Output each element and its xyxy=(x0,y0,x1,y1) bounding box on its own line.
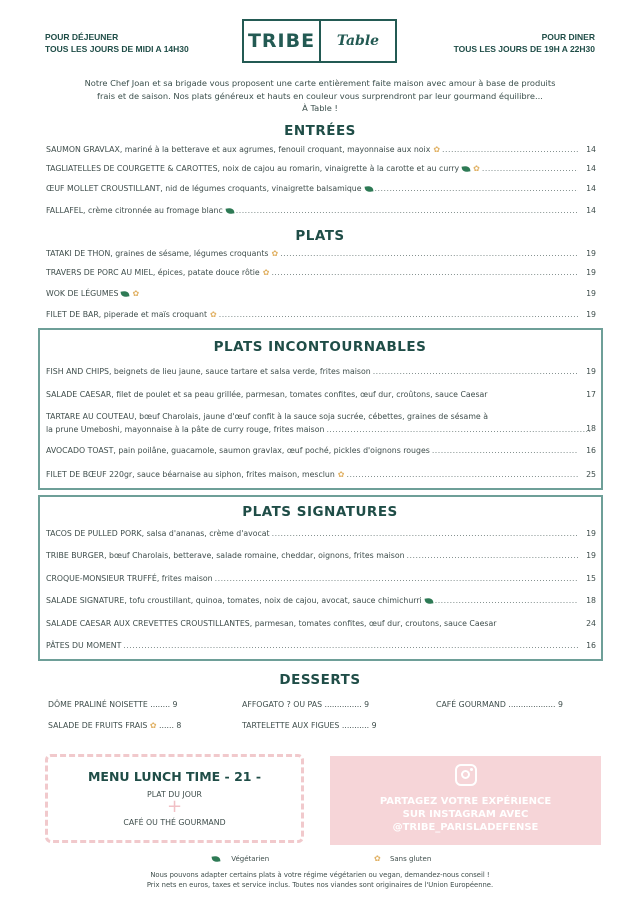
dot-leader xyxy=(280,249,578,258)
item-price: 24 xyxy=(586,619,596,628)
instagram-icon xyxy=(455,764,477,786)
lunch-hours-title: POUR DÉJEUNER xyxy=(45,32,119,42)
item-price: 19 xyxy=(586,551,596,560)
item-name: AVOCADO TOAST, pain poilâne, guacamole, saumon gravlax, œuf poché, pickles d'oignons rouges xyxy=(46,446,430,455)
instagram-box xyxy=(330,756,601,845)
item-name: FILET DE BAR, piperade et maïs croquant xyxy=(46,310,208,319)
legend-label: Végétarien xyxy=(231,855,270,863)
item-name: CAFÉ GOURMAND xyxy=(436,700,506,709)
dot-leader xyxy=(442,145,578,154)
dot-leader xyxy=(375,184,578,193)
tribe-table-logo xyxy=(242,19,397,63)
dot-leader: ............... xyxy=(324,700,362,709)
dot-leader xyxy=(215,574,578,583)
incontournables-title: PLATS INCONTOURNABLES xyxy=(213,339,427,355)
vegetarian-icon xyxy=(226,206,234,215)
vegetarian-icon xyxy=(121,289,129,298)
item-price: 9 xyxy=(371,721,377,730)
dot-leader xyxy=(482,164,578,173)
item-price: 16 xyxy=(586,446,596,455)
item-price: 19 xyxy=(586,367,596,376)
item-price: 14 xyxy=(586,206,596,215)
footer-line: Prix nets en euros, taxes et service inclus. Toutes nos viandes sont originaires de l'Union Européenne. xyxy=(146,880,494,889)
dinner-hours-title: POUR DINER xyxy=(541,32,595,42)
item-name: TRIBE BURGER, bœuf Charolais, betterave, salade romaine, cheddar, oignons, frites maison xyxy=(46,551,405,560)
plats-title: PLATS xyxy=(295,228,345,244)
intro-line: Notre Chef Joan et sa brigade vous proposent une carte entièrement faite maison avec amour à base de produits xyxy=(84,78,556,88)
gluten-free-icon: ✿ xyxy=(210,310,217,319)
lunch-hours xyxy=(45,31,189,55)
instagram-handle: @TRIBE_PARISLADEFENSE xyxy=(392,822,539,833)
item-name: SAUMON GRAVLAX, mariné à la betterave et aux agrumes, fenouil croquant, mayonnaise aux noix xyxy=(46,145,431,154)
item-name: la prune Umeboshi, mayonnaise à la pâte de curry rouge, frites maison xyxy=(46,424,325,434)
menu-item xyxy=(46,367,596,379)
dot-leader xyxy=(272,529,578,538)
item-price: 15 xyxy=(586,574,596,583)
item-name: FISH AND CHIPS, beignets de lieu jaune, sauce tartare et salsa verde, frites maison xyxy=(46,367,371,376)
menu-item xyxy=(46,411,596,436)
lunch-menu-title: MENU LUNCH TIME - 21 - xyxy=(87,769,262,784)
desserts-title: DESSERTS xyxy=(279,672,361,688)
item-price: 19 xyxy=(586,289,596,298)
menu-item xyxy=(46,641,596,653)
dessert-item xyxy=(48,700,178,709)
item-price: 18 xyxy=(586,596,596,605)
menu-item xyxy=(46,446,596,458)
item-name: TATAKI DE THON, graines de sésame, légumes croquants xyxy=(46,249,269,258)
dot-leader: ........ xyxy=(150,700,171,709)
intro-line: À Table ! xyxy=(302,103,338,113)
item-price: 19 xyxy=(586,529,596,538)
legend-vegetarian xyxy=(212,855,269,863)
dot-leader xyxy=(271,268,578,277)
item-price: 9 xyxy=(364,700,370,709)
intro-text xyxy=(40,77,600,115)
item-name: TACOS DE PULLED PORK, salsa d'ananas, crème d'avocat xyxy=(46,529,270,538)
dot-leader: ................... xyxy=(508,700,556,709)
item-name: PÂTES DU MOMENT xyxy=(46,641,122,650)
item-name: TAGLIATELLES DE COURGETTE & CAROTTES, noix de cajou au romarin, vinaigrette à la carotte et au curry xyxy=(46,164,460,173)
gluten-free-icon: ✿ xyxy=(433,145,441,154)
item-price: 14 xyxy=(586,184,596,193)
menu-item xyxy=(46,249,596,261)
item-price: 8 xyxy=(176,721,182,730)
gluten-free-icon: ✿ xyxy=(337,470,345,479)
item-name: AFFOGATO ? OU PAS xyxy=(242,700,323,709)
vegetarian-icon xyxy=(212,855,220,863)
item-name: TARTELETTE AUX FIGUES xyxy=(242,721,340,730)
dinner-hours-detail: TOUS LES JOURS DE 19H A 22H30 xyxy=(453,44,595,54)
menu-item xyxy=(46,310,596,322)
dot-leader xyxy=(407,551,578,560)
gluten-free-icon: ✿ xyxy=(271,249,279,258)
dessert-item xyxy=(242,721,377,730)
dot-leader: ...... xyxy=(159,721,174,730)
item-name: SALADE DE FRUITS FRAIS xyxy=(48,721,148,730)
dot-leader: ........... xyxy=(341,721,370,730)
footer-notes xyxy=(0,871,640,890)
logo-script: Table xyxy=(336,33,380,49)
vegetarian-icon xyxy=(425,596,433,605)
gluten-free-icon: ✿ xyxy=(132,289,140,298)
item-price: 14 xyxy=(586,145,596,154)
entrees-title: ENTRÉES xyxy=(284,123,356,139)
menu-item xyxy=(46,574,596,586)
item-price: 25 xyxy=(586,470,596,479)
instagram-text xyxy=(330,795,601,834)
item-name: FILET DE BŒUF 220gr, sauce béarnaise au siphon, frites maison, mesclun xyxy=(46,470,335,479)
item-price: 18 xyxy=(586,424,596,433)
dot-leader xyxy=(236,206,578,215)
item-price: 9 xyxy=(172,700,178,709)
menu-item xyxy=(46,145,596,157)
dot-leader xyxy=(373,367,578,376)
item-name: TARTARE AU COUTEAU, bœuf Charolais, jaune d'œuf confit à la sauce soja sucrée, cébettes, graines de sésame à xyxy=(46,412,488,421)
lunch-menu-cafe: CAFÉ OU THÉ GOURMAND xyxy=(123,818,226,827)
menu-item xyxy=(46,268,596,280)
menu-item xyxy=(46,596,596,608)
item-name: SALADE CAESAR, filet de poulet et sa peau grillée, parmesan, tomates confites, œuf dur, croûtons, sauce Caesar xyxy=(46,390,488,399)
menu-item xyxy=(46,551,596,563)
gluten-free-icon: ✿ xyxy=(374,854,381,863)
intro-line: frais et de saison. Nos plats généreux et hauts en couleur vous surprendront par leur gourmand équilibre... xyxy=(97,90,543,101)
legend-gluten-free xyxy=(374,855,431,863)
menu-item xyxy=(46,619,596,631)
item-name: WOK DE LÉGUMES xyxy=(46,289,119,298)
lunch-menu-box xyxy=(45,754,304,843)
plus-icon: + xyxy=(166,796,183,817)
dessert-item xyxy=(48,721,181,730)
lunch-hours-detail: TOUS LES JOURS DE MIDI A 14H30 xyxy=(45,44,189,54)
vegetarian-icon xyxy=(365,184,373,193)
item-price: 16 xyxy=(586,641,596,650)
footer-line: Nous pouvons adapter certains plats à votre régime végétarien ou vegan, demandez-nous conseil ! xyxy=(150,871,490,879)
dot-leader xyxy=(432,446,578,455)
item-name: CROQUE-MONSIEUR TRUFFÉ, frites maison xyxy=(46,574,213,583)
vegetarian-icon xyxy=(462,164,470,173)
instagram-line: SUR INSTAGRAM AVEC xyxy=(402,809,529,820)
item-price: 17 xyxy=(586,390,596,399)
dessert-item xyxy=(436,700,563,709)
dot-leader xyxy=(435,596,578,605)
menu-item xyxy=(46,470,596,482)
dinner-hours xyxy=(454,31,595,55)
lunch-menu-plat: PLAT DU JOUR xyxy=(147,790,202,799)
logo-word: TRIBE xyxy=(244,21,321,61)
menu-item xyxy=(46,164,596,176)
item-price: 19 xyxy=(586,310,596,319)
menu-item xyxy=(46,289,596,301)
menu-item xyxy=(46,184,596,196)
instagram-line: PARTAGEZ VOTRE EXPÉRIENCE xyxy=(379,796,552,807)
signatures-title: PLATS SIGNATURES xyxy=(242,504,398,520)
gluten-free-icon: ✿ xyxy=(262,268,270,277)
menu-item xyxy=(46,206,596,218)
item-name-line xyxy=(46,424,596,436)
item-price: 14 xyxy=(586,164,596,173)
menu-item xyxy=(46,529,596,541)
dot-leader xyxy=(346,470,578,479)
item-name: SALADE CAESAR AUX CREVETTES CROUSTILLANTES, parmesan, tomates confites, œuf dur, croutons, sauce Caesar xyxy=(46,619,497,628)
dot-leader xyxy=(123,641,578,650)
dot-leader xyxy=(326,424,592,437)
legend-label: Sans gluten xyxy=(389,855,432,863)
item-name: ŒUF MOLLET CROUSTILLANT, nid de légumes croquants, vinaigrette balsamique xyxy=(46,184,362,193)
dessert-item xyxy=(242,700,369,709)
item-price: 19 xyxy=(586,249,596,258)
item-name: TRAVERS DE PORC AU MIEL, épices, patate douce rôtie xyxy=(46,268,260,277)
item-name: DÔME PRALINÉ NOISETTE xyxy=(48,700,148,709)
item-name: FALLAFEL, crème citronnée au fromage blanc xyxy=(46,206,223,215)
menu-item xyxy=(46,390,596,402)
item-name: SALADE SIGNATURE, tofu croustillant, quinoa, tomates, noix de cajou, avocat, sauce chimichurri xyxy=(46,596,422,605)
item-price: 19 xyxy=(586,268,596,277)
item-price: 9 xyxy=(557,700,563,709)
dot-leader xyxy=(219,310,578,319)
gluten-free-icon: ✿ xyxy=(149,721,157,730)
gluten-free-icon: ✿ xyxy=(473,164,480,173)
